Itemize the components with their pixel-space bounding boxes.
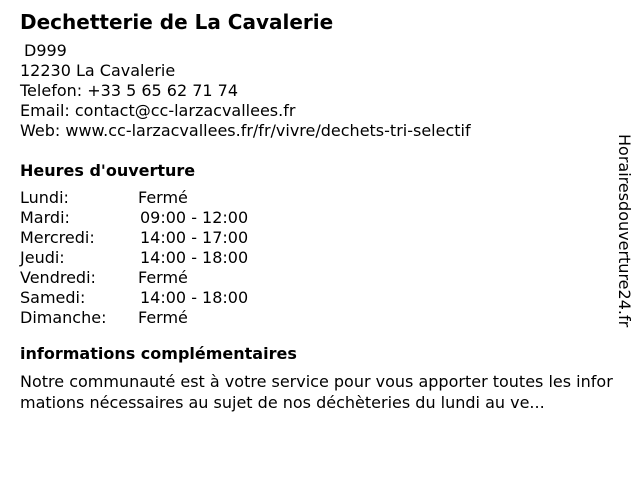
hours-row [20, 228, 620, 248]
email-line[interactable]: Email: contact@cc-larzacvallees.fr [20, 101, 296, 120]
hours-table [20, 188, 620, 328]
hours-row [20, 308, 620, 328]
place-details [20, 9, 620, 413]
hours-time: Fermé [138, 188, 188, 207]
site-watermark[interactable]: Horairesdouverture24.fr [615, 134, 634, 328]
address-city: 12230 La Cavalerie [20, 61, 176, 80]
hours-day: Lundi: [20, 188, 69, 207]
hours-day: Mardi: [20, 208, 70, 227]
hours-row [20, 268, 620, 288]
hours-time: 09:00 - 12:00 [140, 208, 249, 227]
hours-time: Fermé [138, 308, 188, 327]
hours-row [20, 188, 620, 208]
hours-day: Jeudi: [20, 248, 65, 267]
hours-day: Mercredi: [20, 228, 95, 247]
place-title: Dechetterie de La Cavalerie [20, 10, 334, 34]
hours-time: Fermé [138, 268, 188, 287]
hours-row [20, 208, 620, 228]
address-block [20, 41, 620, 141]
info-text: Notre communauté est à votre service pour vous apporter toutes les informations nécessaires au sujet de nos déchèteries du lundi au ve... [20, 372, 613, 412]
hours-heading: Heures d'ouverture [20, 161, 196, 180]
hours-day: Dimanche: [20, 308, 107, 327]
hours-time: 14:00 - 17:00 [140, 228, 249, 247]
address-street: D999 [24, 41, 67, 60]
hours-row [20, 288, 620, 308]
hours-time: 14:00 - 18:00 [140, 248, 249, 267]
website-line[interactable]: Web: www.cc-larzacvallees.fr/fr/vivre/dechets-tri-selectif [20, 121, 471, 140]
hours-day: Samedi: [20, 288, 86, 307]
info-heading: informations complémentaires [20, 344, 297, 363]
hours-row [20, 248, 620, 268]
phone-line[interactable]: Telefon: +33 5 65 62 71 74 [20, 81, 239, 100]
hours-time: 14:00 - 18:00 [140, 288, 249, 307]
hours-day: Vendredi: [20, 268, 96, 287]
